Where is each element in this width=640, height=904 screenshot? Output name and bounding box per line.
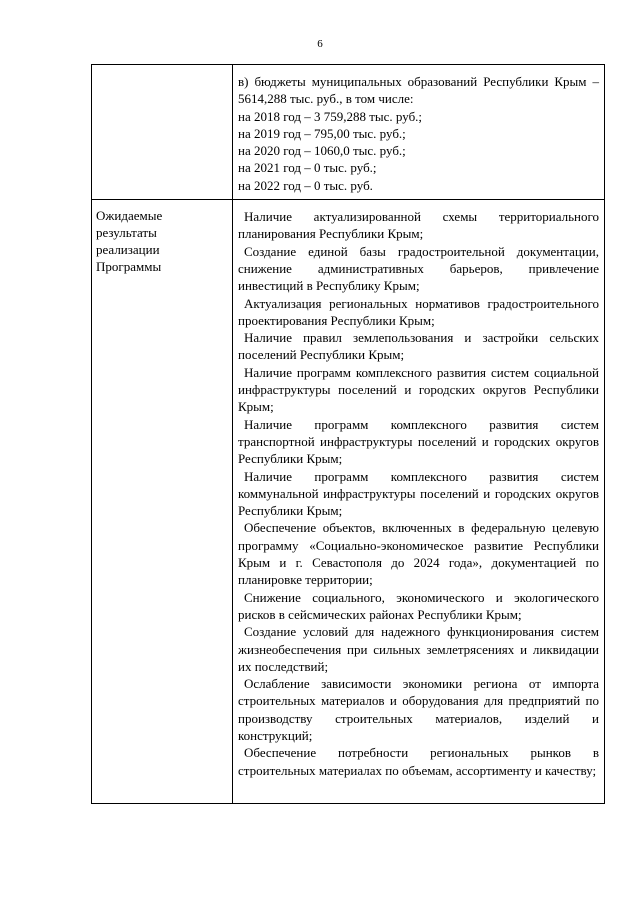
- budget-year-2022: на 2022 год – 0 тыс. руб.: [238, 177, 373, 193]
- result-item: Обеспечение объектов, включенных в федеральную целевую программу «Социально-экономическое развитие Республики Крым и г. Севастополя до 2024 года», документацией по планировке территории;: [238, 520, 599, 588]
- results-label-line: Программы: [96, 259, 162, 275]
- budget-year-2019: на 2019 год – 795,00 тыс. руб.;: [238, 125, 406, 141]
- results-label-line: результаты: [96, 225, 157, 241]
- budget-year-2020: на 2020 год – 1060,0 тыс. руб.;: [238, 143, 406, 159]
- result-item: Актуализация региональных нормативов градостроительного проектирования Республики Крым;: [238, 295, 599, 328]
- results-row: [92, 200, 605, 804]
- result-item: Создание условий для надежного функционирования систем жизнеобеспечения при сильных землетрясениях и ликвидации их последствий;: [238, 624, 599, 674]
- result-item: Наличие актуализированной схемы территориального планирования Республики Крым;: [238, 209, 599, 242]
- budget-row: [92, 65, 605, 200]
- budget-intro: в) бюджеты муниципальных образований Республики Крым – 5614,288 тыс. руб., в том числе:: [238, 74, 599, 107]
- results-label-cell: [92, 200, 233, 804]
- results-label-line: Ожидаемые: [96, 208, 163, 224]
- budget-cell: [233, 65, 605, 200]
- budget-year-2018: на 2018 год – 3 759,288 тыс. руб.;: [238, 108, 423, 124]
- result-item: Наличие программ комплексного развития систем коммунальной инфраструктуры поселений и городских округов Республики Крым;: [238, 468, 599, 519]
- result-item: Создание единой базы градостроительной документации, снижение административных барьеров, привлечение инвестиций в Республику Крым;: [238, 243, 599, 294]
- program-passport-table: [91, 64, 605, 804]
- results-label-line: реализации: [96, 242, 160, 258]
- results-cell: [233, 200, 605, 804]
- budget-year-2021: на 2021 год – 0 тыс. руб.;: [238, 160, 377, 176]
- result-item: Наличие программ комплексного развития систем транспортной инфраструктуры поселений и городских округов Республики Крым;: [238, 416, 599, 467]
- result-item: Снижение социального, экономического и экологического рисков в сейсмических районах Республики Крым;: [238, 589, 599, 622]
- page-number: 6: [317, 38, 323, 50]
- budget-label-cell: [92, 65, 233, 200]
- result-item: Наличие правил землепользования и застройки сельских поселений Республики Крым;: [238, 330, 599, 363]
- result-item: Ослабление зависимости экономики региона от импорта строительных материалов и оборудования для предприятий по производству строительных материалов, изделий и конструкций;: [238, 676, 599, 743]
- result-item: Наличие программ комплексного развития систем социальной инфраструктуры поселений и городских округов Республики Крым;: [238, 364, 599, 415]
- result-item: Обеспечение потребности региональных рынков в строительных материалах по объемам, ассортименту и качеству;: [238, 745, 599, 778]
